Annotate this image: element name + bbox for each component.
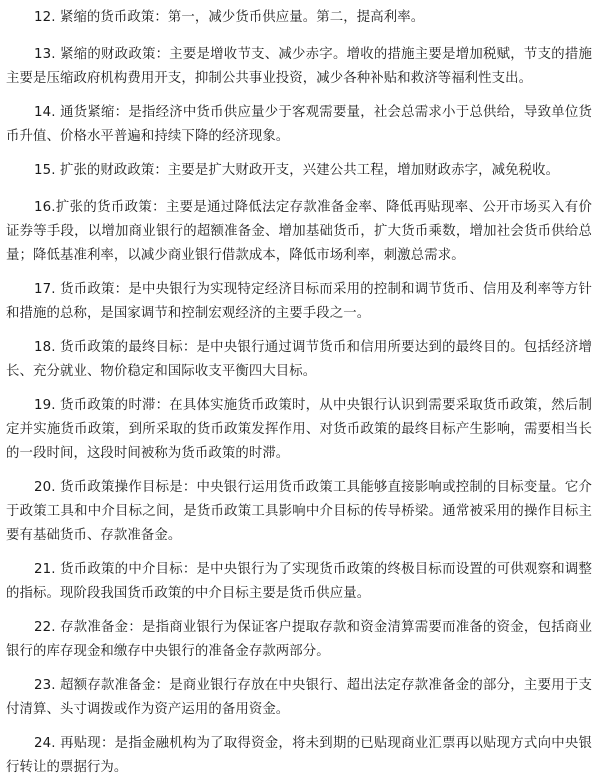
item-18: 18. 货币政策的最终目标：是中央银行通过调节货币和信用所要达到的最终目的。包括经济增长、充分就业、物价稳定和国际收支平衡四大目标。 (6, 340, 592, 379)
item-21: 21. 货币政策的中介目标：是中央银行为了实现货币政策的终极目标而设置的可供观察和调整的指标。现阶段我国货币政策的中介目标主要是货币供应量。 (6, 562, 592, 601)
item-23: 23. 超额存款准备金：是商业银行存放在中央银行、超出法定存款准备金的部分，主要用于支付清算、头寸调拨或作为资产运用的备用资金。 (6, 678, 592, 717)
item-14: 14. 通货紧缩：是指经济中货币供应量少于客观需要量，社会总需求小于总供给，导致单位货币升值、价格水平普遍和持续下降的经济现象。 (6, 105, 592, 144)
item-19: 19. 货币政策的时滞：在具体实施货币政策时，从中央银行认识到需要采取货币政策，然后制定并实施货币政策，到所采取的货币政策发挥作用、对货币政策的最终目标产生影响，需要相当长的一段时间，这段时间被称为货币政策的时滞。 (6, 398, 592, 461)
item-24: 24. 再贴现：是指金融机构为了取得资金，将未到期的已贴现商业汇票再以贴现方式向中央银行转让的票据行为。 (6, 736, 592, 775)
item-20: 20. 货币政策操作目标是：中央银行运用货币政策工具能够直接影响或控制的目标变量。它介于政策工具和中介目标之间，是货币政策工具影响中介目标的传导桥梁。通常被采用的操作目标主要有基础货币、存款准备金。 (6, 480, 592, 543)
item-17: 17. 货币政策：是中央银行为实现特定经济目标而采用的控制和调节货币、信用及利率等方针和措施的总称，是国家调节和控制宏观经济的主要手段之一。 (6, 282, 592, 321)
item-22: 22. 存款准备金：是指商业银行为保证客户提取存款和资金清算需要而准备的资金，包括商业银行的库存现金和缴存中央银行的准备金存款两部分。 (6, 620, 592, 659)
item-15: 15. 扩张的财政政策：主要是扩大财政开支，兴建公共工程，增加财政赤字，减免税收。 (34, 163, 560, 178)
item-16: 16.扩张的货币政策：主要是通过降低法定存款准备金率、降低再贴现率、公开市场买入有价证券等手段，以增加商业银行的超额准备金、增加基础货币，扩大货币乘数，增加社会货币供给总量；降低基准利率，以减少商业银行借款成本，降低市场利率，刺激总需求。 (6, 200, 592, 263)
item-12: 12. 紧缩的货币政策：第一，减少货币供应量。第二，提高利率。 (34, 10, 425, 25)
item-13: 13. 紧缩的财政政策：主要是增收节支、减少赤字。增收的措施主要是增加税赋，节支的措施主要是压缩政府机构费用开支，抑制公共事业投资，减少各种补贴和救济等福利性支出。 (6, 47, 592, 86)
